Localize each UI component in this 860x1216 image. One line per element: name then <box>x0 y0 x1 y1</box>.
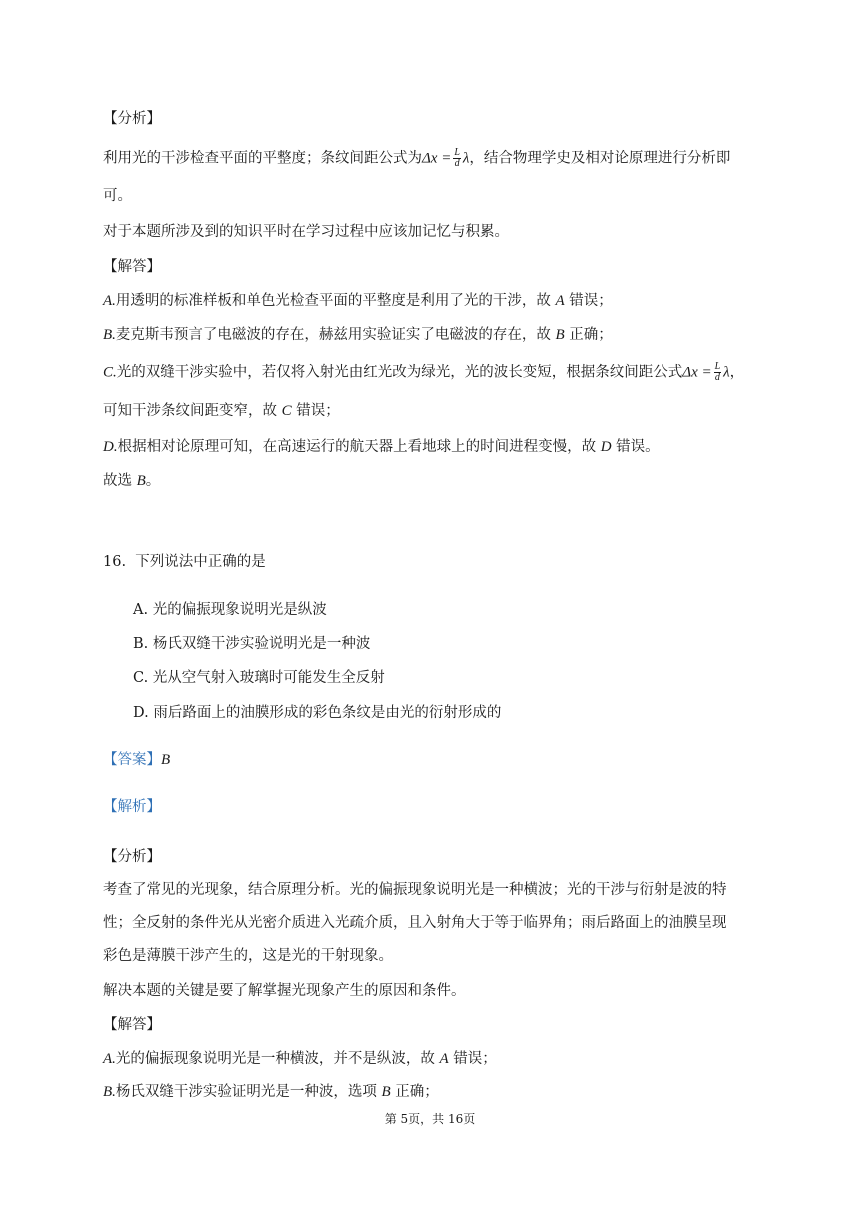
question-stem: 下列说法中正确的是 <box>135 554 266 570</box>
question-number: 16. <box>103 554 127 570</box>
analysis-text: 利用光的干涉检查平面的平整度；条纹间距公式为 <box>103 150 422 167</box>
fraction-denominator: d <box>454 158 460 169</box>
formula-fraction <box>714 362 722 383</box>
solution-item-c-cont <box>103 401 340 421</box>
item-letter: B. <box>103 327 116 343</box>
item-text: 错误； <box>448 1051 497 1067</box>
item-text: 可知干涉条纹间距变窄，故 <box>103 403 282 419</box>
item-text: 用透明的标准样板和单色光检查平面的平整度是利用了光的干涉，故 <box>115 293 556 309</box>
item-option: A <box>439 1051 449 1067</box>
analysis-text: ，结合物理学史及相对论原理进行分析即 <box>469 150 731 167</box>
formula-lhs: Δx = <box>422 150 452 167</box>
solution-header-2: 【解答】 <box>103 1017 161 1033</box>
analysis-line-1 <box>103 148 730 169</box>
analysis-line-3: 对于本题所涉及到的知识平时在学习过程中应该加记忆与积累。 <box>103 224 509 240</box>
item-option: A <box>555 293 565 309</box>
item-option: C <box>281 403 292 419</box>
solution-header: 【解答】 <box>103 259 161 275</box>
analysis-header: 【分析】 <box>103 111 161 127</box>
fraction-denominator: d <box>714 372 720 383</box>
item-letter: C. <box>103 364 117 381</box>
analysis2-line-4: 解决本题的关键是要了解掌握光现象产生的原因和条件。 <box>103 983 466 999</box>
item-text: 麦克斯韦预言了电磁波的存在，赫兹用实验证实了电磁波的存在，故 <box>115 327 556 343</box>
solution-item-d <box>103 437 660 457</box>
page-footer: 第 5页，共 16页 <box>384 1112 476 1126</box>
option-a: A. 光的偏振现象说明光是纵波 <box>133 602 327 618</box>
item-option: B <box>381 1084 391 1100</box>
option-c: C. 光从空气射入玻璃时可能发生全反射 <box>133 670 385 686</box>
option-b: B. 杨氏双缝干涉实验说明光是一种波 <box>133 636 371 652</box>
item-text: 杨氏双缝干涉实验证明光是一种波，选项 <box>115 1084 382 1100</box>
item-letter: A. <box>103 1051 116 1067</box>
solution-item-c <box>103 362 744 383</box>
solution-item-a <box>103 291 613 311</box>
formula-lhs: Δx = <box>682 364 712 381</box>
item-text: 错误； <box>564 293 613 309</box>
item-text: 错误； <box>291 403 340 419</box>
option-d: D. 雨后路面上的油膜形成的彩色条纹是由光的衍射形成的 <box>133 705 502 721</box>
item-text: 正确； <box>390 1084 439 1100</box>
conclusion-option: B <box>136 473 146 489</box>
fraction-numerator: L <box>714 361 721 372</box>
solution2-item-a <box>103 1049 497 1069</box>
solution2-item-b <box>103 1082 439 1102</box>
analysis-line-2: 可。 <box>103 188 132 204</box>
item-text: 光的双缝干涉实验中，若仅将入射光由红光改为绿光，光的波长变短，根据条纹间距公式 <box>116 364 683 381</box>
item-text: 正确； <box>564 327 613 343</box>
item-text: 光的偏振现象说明光是一种横波，并不是纵波，故 <box>115 1051 440 1067</box>
item-text: ， <box>729 364 745 381</box>
solution-item-b <box>103 325 613 345</box>
answer-label: 【答案】 <box>103 752 161 768</box>
conclusion <box>103 471 160 491</box>
item-option: B <box>555 327 565 343</box>
question-16 <box>103 552 266 572</box>
formula-fraction <box>453 148 461 169</box>
item-letter: D. <box>103 439 118 455</box>
answer-line <box>103 750 170 770</box>
explanation-label: 【解析】 <box>103 799 161 815</box>
item-option: D <box>600 439 612 455</box>
analysis-header-2: 【分析】 <box>103 849 161 865</box>
analysis2-line-3: 彩色是薄膜干涉产生的，这是光的干射现象。 <box>103 948 393 964</box>
item-text: 错误。 <box>611 439 660 455</box>
fraction-numerator: L <box>454 147 460 158</box>
item-letter: B. <box>103 1084 116 1100</box>
formula-rhs: λ <box>462 150 470 167</box>
conclusion-text: 。 <box>145 473 161 489</box>
item-text: 根据相对论原理可知，在高速运行的航天器上看地球上的时间进程变慢，故 <box>117 439 601 455</box>
answer-value: B <box>161 752 171 768</box>
analysis2-line-1: 考查了常见的光现象，结合原理分析。光的偏振现象说明光是一种横波；光的干涉与衍射是波的特 <box>103 882 727 898</box>
conclusion-text: 故选 <box>103 473 137 489</box>
formula-rhs: λ <box>723 364 730 381</box>
item-letter: A. <box>103 293 116 309</box>
analysis2-line-2: 性；全反射的条件光从光密介质进入光疏介质，且入射角大于等于临界角；雨后路面上的油膜呈现 <box>103 915 727 931</box>
